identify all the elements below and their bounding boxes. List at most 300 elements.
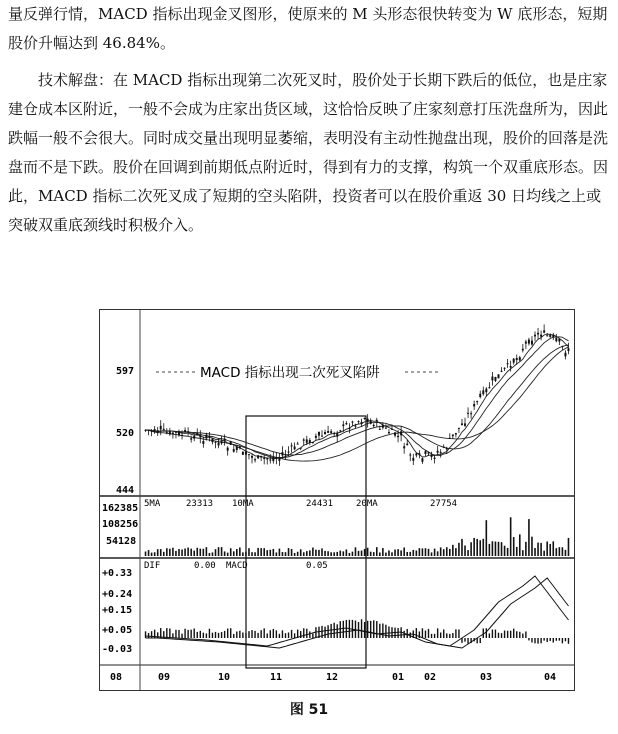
candle-body bbox=[312, 442, 314, 443]
volume-bar bbox=[458, 543, 460, 556]
candle-body bbox=[345, 423, 347, 424]
macd-histogram-bar bbox=[522, 633, 523, 638]
candle-body bbox=[552, 335, 554, 338]
volume-bar bbox=[510, 517, 512, 556]
candle-body bbox=[339, 430, 341, 431]
volume-bar bbox=[516, 547, 518, 556]
candle-body bbox=[449, 438, 451, 439]
volume-bar bbox=[181, 550, 183, 556]
volume-bar bbox=[251, 552, 253, 556]
volume-bar bbox=[215, 549, 217, 556]
candle-body bbox=[348, 428, 350, 429]
volume-bar bbox=[525, 542, 527, 556]
candle-body bbox=[227, 448, 229, 451]
candle-body bbox=[424, 451, 426, 454]
macd-histogram-bar bbox=[495, 630, 496, 638]
volume-bar bbox=[321, 548, 323, 556]
stock-chart-figure bbox=[99, 309, 575, 691]
candle-body bbox=[321, 436, 323, 437]
volume-bar bbox=[467, 550, 469, 556]
volume-bar bbox=[486, 520, 488, 556]
macd-histogram-bar bbox=[540, 638, 541, 643]
x-label-09: 09 bbox=[158, 672, 171, 683]
candle-body bbox=[455, 433, 457, 434]
volume-legend-20ma: 20MA bbox=[356, 499, 378, 509]
x-label-10: 10 bbox=[218, 672, 231, 683]
candle-body bbox=[522, 349, 524, 351]
volume-bar bbox=[169, 549, 171, 556]
price-tick-520: 520 bbox=[116, 428, 135, 439]
candle-body bbox=[494, 377, 496, 381]
candle-body bbox=[491, 377, 493, 381]
macd-histogram-bar bbox=[446, 633, 447, 638]
macd-histogram-bar bbox=[361, 619, 362, 638]
candle-body bbox=[376, 420, 378, 421]
candle-body bbox=[379, 429, 381, 430]
macd-histogram-bar bbox=[309, 631, 310, 638]
candle-body bbox=[567, 348, 569, 351]
candle-body bbox=[303, 439, 305, 440]
volume-bar bbox=[263, 548, 265, 556]
volume-bar bbox=[151, 553, 153, 556]
volume-bar bbox=[422, 548, 424, 556]
macd-histogram-bar bbox=[327, 625, 328, 638]
macd-histogram-bar bbox=[282, 630, 283, 638]
candle-body bbox=[467, 413, 469, 414]
macd-histogram-bar bbox=[303, 628, 304, 638]
candle-body bbox=[163, 429, 165, 430]
candle-body bbox=[327, 431, 329, 433]
volume-bar bbox=[531, 537, 533, 556]
volume-bar bbox=[218, 547, 220, 556]
candle-body bbox=[336, 433, 338, 437]
candle-body bbox=[412, 458, 414, 461]
candle-body bbox=[531, 341, 533, 345]
paragraph-1: 量反弹行情，MACD 指标出现金叉图形，使原来的 M 头形态很快转变为 W 底形态，短期股价升幅达到 46.84%。 bbox=[8, 5, 608, 52]
candle-body bbox=[193, 436, 195, 439]
candle-body bbox=[202, 441, 204, 444]
volume-bar bbox=[269, 550, 271, 556]
candle-body bbox=[525, 342, 527, 344]
candle-body bbox=[513, 359, 515, 363]
volume-bar bbox=[440, 547, 442, 556]
candle-body bbox=[370, 421, 372, 424]
macd-legend-dif-value: 0.00 bbox=[194, 561, 216, 571]
paragraph-2: 技术解盘：在 MACD 指标出现第二次死叉时，股价处于长期下跌后的低位，也是庄家建仓成本区附近，一般不会成为庄家出货区域，这恰恰反映了庄家刻意打压洗盘所为，因此跌幅一般不会很大。同时成交量出现明显萎缩，表明没有主动性抛盘出现，股价的回落是洗盘而不是下跌。股价在回调到前期低点附近时，得到有力的支撑，构筑一个双重底形态。因此，MACD 指标二次死叉成了短期的空头陷阱，投资者可以在股价重返 30 日均线之上或突破双重底颈线时积极介入。 bbox=[8, 71, 609, 234]
macd-histogram-bar bbox=[373, 620, 374, 638]
volume-bar bbox=[376, 547, 378, 556]
candle-body bbox=[306, 439, 308, 442]
candle-body bbox=[309, 440, 311, 443]
macd-histogram-bar bbox=[486, 628, 487, 638]
macd-histogram-bar bbox=[200, 631, 201, 638]
candle-body bbox=[543, 330, 545, 332]
macd-legend-macd: MACD bbox=[226, 561, 248, 571]
macd-histogram-bar bbox=[248, 631, 249, 638]
moving-average-line-20 bbox=[146, 345, 569, 455]
volume-bar bbox=[248, 548, 250, 556]
volume-bar bbox=[154, 552, 156, 556]
candle-body bbox=[549, 335, 551, 337]
macd-histogram-bar bbox=[519, 632, 520, 638]
macd-histogram-bar bbox=[480, 638, 481, 643]
candle-body bbox=[428, 452, 430, 453]
macd-histogram-bar bbox=[449, 634, 450, 638]
macd-histogram-bar bbox=[324, 627, 325, 638]
candle-body bbox=[461, 423, 463, 425]
volume-bar bbox=[455, 548, 457, 556]
macd-histogram-bar bbox=[443, 629, 444, 638]
macd-histogram-bar bbox=[562, 638, 563, 643]
volume-bar bbox=[419, 548, 421, 556]
macd-histogram-bar bbox=[197, 632, 198, 638]
macd-histogram-bar bbox=[288, 632, 289, 638]
candle-body bbox=[388, 432, 390, 433]
candle-body bbox=[367, 419, 369, 422]
macd-histogram-bar bbox=[148, 633, 149, 638]
candle-body bbox=[294, 447, 296, 450]
candle-body bbox=[431, 454, 433, 457]
candle-body bbox=[248, 454, 250, 455]
candle-body bbox=[373, 425, 375, 426]
candle-body bbox=[519, 357, 521, 360]
volume-bar bbox=[461, 539, 463, 556]
volume-bar bbox=[303, 552, 305, 556]
volume-bar bbox=[434, 549, 436, 556]
volume-bar bbox=[312, 548, 314, 556]
macd-histogram-bar bbox=[513, 629, 514, 638]
x-label-11: 11 bbox=[270, 672, 283, 683]
price-tick-444: 444 bbox=[116, 485, 135, 496]
candle-body bbox=[564, 353, 566, 357]
candle-body bbox=[351, 422, 353, 423]
volume-bar bbox=[431, 552, 433, 556]
candle-body bbox=[540, 335, 542, 337]
volume-bar bbox=[242, 552, 244, 556]
candle-body bbox=[230, 441, 232, 445]
volume-bar bbox=[492, 541, 494, 556]
macd-histogram-bar bbox=[531, 638, 532, 642]
volume-bar bbox=[206, 547, 208, 556]
candle-body bbox=[470, 413, 472, 414]
candle-body bbox=[154, 429, 156, 432]
volume-bar bbox=[425, 548, 427, 556]
macd-histogram-bar bbox=[215, 632, 216, 638]
volume-bar bbox=[285, 552, 287, 556]
x-label-08: 08 bbox=[110, 672, 123, 683]
candle-body bbox=[187, 431, 189, 432]
macd-histogram-bar bbox=[187, 630, 188, 638]
macd-histogram-bar bbox=[455, 629, 456, 638]
volume-bar bbox=[382, 548, 384, 556]
volume-bar bbox=[175, 551, 177, 556]
macd-histogram-bar bbox=[565, 638, 566, 641]
volume-bar bbox=[522, 550, 524, 556]
candle-body bbox=[260, 456, 262, 458]
volume-bar bbox=[562, 547, 564, 556]
candle-body bbox=[218, 442, 220, 445]
volume-bar bbox=[519, 534, 521, 556]
x-label-02: 02 bbox=[424, 672, 437, 683]
volume-bar bbox=[464, 545, 466, 556]
candle-body bbox=[534, 335, 536, 337]
candle-body bbox=[558, 339, 560, 342]
volume-legend-10ma-value: 24431 bbox=[306, 499, 334, 509]
macd-histogram-bar bbox=[343, 621, 344, 638]
candle-body bbox=[169, 431, 171, 435]
macd-histogram-bar bbox=[230, 628, 231, 638]
macd-histogram-bar bbox=[498, 633, 499, 638]
candle-body bbox=[458, 428, 460, 429]
macd-legend-dif: DIF bbox=[144, 561, 161, 571]
x-label-03: 03 bbox=[480, 672, 493, 683]
candle-body bbox=[205, 435, 207, 439]
candle-body bbox=[221, 441, 223, 443]
macd-histogram-bar bbox=[239, 631, 240, 638]
volume-bar bbox=[355, 547, 357, 556]
volume-bar bbox=[257, 548, 259, 556]
macd-histogram-bar bbox=[267, 633, 268, 638]
volume-bar bbox=[452, 545, 454, 556]
volume-bar bbox=[346, 549, 348, 556]
volume-bar bbox=[416, 551, 418, 556]
volume-bar bbox=[196, 548, 198, 556]
macd-histogram-bar bbox=[178, 630, 179, 638]
volume-tick-54128: 54128 bbox=[106, 536, 137, 547]
candle-body bbox=[318, 432, 320, 436]
volume-bar bbox=[546, 541, 548, 556]
candle-body bbox=[507, 363, 509, 364]
volume-bar bbox=[282, 552, 284, 556]
candle-body bbox=[555, 338, 557, 341]
candle-body bbox=[406, 444, 408, 446]
volume-bar bbox=[568, 538, 570, 556]
macd-histogram-bar bbox=[260, 630, 261, 638]
candle-body bbox=[409, 455, 411, 456]
volume-legend-10ma: 10MA bbox=[232, 499, 254, 509]
volume-bar bbox=[379, 553, 381, 556]
macd-legend-macd-value: 0.05 bbox=[306, 561, 328, 571]
macd-histogram-bar bbox=[242, 633, 243, 638]
volume-bar bbox=[172, 548, 174, 556]
volume-bar bbox=[236, 549, 238, 556]
volume-bar bbox=[157, 549, 159, 556]
candle-body bbox=[510, 366, 512, 368]
volume-bar bbox=[315, 550, 317, 556]
candle-body bbox=[284, 454, 286, 455]
candle-body bbox=[479, 394, 481, 397]
macd-histogram-bar bbox=[206, 633, 207, 638]
volume-bar bbox=[556, 548, 558, 556]
macd-histogram-bar bbox=[559, 638, 560, 641]
candle-body bbox=[157, 430, 159, 433]
macd-histogram-bar bbox=[382, 623, 383, 638]
volume-bar bbox=[352, 552, 354, 556]
volume-bar bbox=[294, 553, 296, 556]
volume-bar bbox=[224, 551, 226, 556]
volume-bar bbox=[394, 550, 396, 556]
volume-bar bbox=[391, 552, 393, 556]
volume-bar bbox=[187, 548, 189, 556]
candle-body bbox=[537, 333, 539, 335]
candle-body bbox=[297, 444, 299, 445]
volume-bar bbox=[373, 552, 375, 556]
candle-body bbox=[504, 368, 506, 369]
macd-histogram-bar bbox=[489, 633, 490, 638]
candle-body bbox=[546, 335, 548, 336]
macd-histogram-bar bbox=[367, 621, 368, 638]
macd-histogram-bar bbox=[504, 631, 505, 638]
candle-body bbox=[391, 429, 393, 430]
annotation-text: MACD 指标出现二次死叉陷阱 bbox=[200, 365, 380, 381]
candle-body bbox=[488, 387, 490, 388]
macd-histogram-bar bbox=[440, 633, 441, 638]
macd-histogram-bar bbox=[434, 634, 435, 638]
candle-body bbox=[239, 447, 241, 448]
x-label-04: 04 bbox=[544, 672, 557, 683]
candle-body bbox=[385, 428, 387, 429]
candle-body bbox=[245, 451, 247, 454]
macd-histogram-bar bbox=[507, 631, 508, 638]
candle-body bbox=[236, 446, 238, 450]
macd-histogram-bar bbox=[510, 631, 511, 638]
candle-body bbox=[251, 456, 253, 458]
price-moving-average-lines bbox=[146, 334, 569, 461]
macd-histogram-bar bbox=[364, 622, 365, 638]
x-label-12: 12 bbox=[326, 672, 339, 683]
volume-bar bbox=[498, 542, 500, 556]
macd-histogram-bar bbox=[534, 638, 535, 643]
candle-body bbox=[148, 430, 150, 431]
macd-tick-024: +0.24 bbox=[102, 589, 133, 600]
volume-bar bbox=[528, 519, 530, 556]
macd-histogram-bar bbox=[556, 638, 557, 641]
macd-histogram-bar bbox=[306, 629, 307, 638]
volume-bar bbox=[358, 551, 360, 556]
volume-bar bbox=[190, 549, 192, 556]
candle-body bbox=[291, 445, 293, 446]
macd-histogram-bar bbox=[285, 633, 286, 638]
macd-histogram-bar bbox=[537, 638, 538, 644]
macd-histogram-bar bbox=[425, 631, 426, 638]
volume-bar bbox=[437, 551, 439, 556]
macd-histogram-bar bbox=[145, 631, 146, 638]
macd-tick-015: +0.15 bbox=[102, 605, 133, 616]
macd-histogram-bar bbox=[194, 629, 195, 638]
candle-body bbox=[418, 453, 420, 455]
macd-histogram-bar bbox=[333, 623, 334, 638]
macd-histogram-bar bbox=[270, 630, 271, 638]
volume-bar bbox=[479, 540, 481, 556]
volume-bar bbox=[559, 547, 561, 556]
volume-bar bbox=[254, 552, 256, 556]
moving-average-line-10 bbox=[146, 337, 569, 458]
macd-tick-005: +0.05 bbox=[102, 625, 133, 636]
price-candlesticks bbox=[145, 324, 570, 465]
candle-body bbox=[211, 439, 213, 443]
macd-histogram-bar bbox=[546, 638, 547, 642]
candle-body bbox=[440, 452, 442, 453]
volume-bar bbox=[507, 548, 509, 556]
candle-body bbox=[181, 435, 183, 436]
candle-body bbox=[160, 426, 162, 430]
candle-body bbox=[400, 431, 402, 435]
volume-bar bbox=[446, 547, 448, 556]
volume-bar bbox=[163, 552, 165, 556]
volume-bar bbox=[309, 550, 311, 556]
volume-bar bbox=[227, 553, 229, 556]
macd-histogram-bar bbox=[279, 634, 280, 638]
macd-histogram-bar bbox=[175, 630, 176, 638]
volume-bar bbox=[266, 550, 268, 556]
volume-bar bbox=[339, 551, 341, 556]
candle-body bbox=[446, 448, 448, 450]
candle-body bbox=[421, 458, 423, 462]
volume-bar bbox=[361, 551, 363, 556]
macd-histogram-bar bbox=[437, 628, 438, 638]
macd-histogram-bar bbox=[294, 633, 295, 638]
macd-tick-033: +0.33 bbox=[102, 568, 133, 579]
macd-histogram-bar bbox=[416, 628, 417, 638]
candle-body bbox=[208, 436, 210, 437]
candle-body bbox=[257, 455, 259, 458]
macd-histogram-bar bbox=[553, 638, 554, 643]
volume-bar bbox=[476, 539, 478, 556]
macd-histogram-bar bbox=[346, 620, 347, 638]
macd-histogram-bar bbox=[340, 621, 341, 638]
candle-body bbox=[278, 457, 280, 461]
macd-histogram-bar bbox=[370, 621, 371, 638]
candle-body bbox=[354, 426, 356, 427]
candle-body bbox=[437, 451, 439, 453]
volume-bar bbox=[300, 549, 302, 556]
candle-body bbox=[263, 458, 265, 459]
volume-legend-20ma-value: 27754 bbox=[430, 499, 458, 509]
volume-bar bbox=[199, 549, 201, 556]
macd-histogram-bar bbox=[376, 621, 377, 638]
volume-bar bbox=[349, 553, 351, 556]
candle-body bbox=[224, 439, 226, 442]
volume-bar bbox=[276, 552, 278, 556]
macd-histogram-bar bbox=[492, 630, 493, 638]
volume-bar bbox=[145, 552, 147, 556]
candle-body bbox=[281, 452, 283, 455]
candle-body bbox=[342, 424, 344, 426]
volume-bar bbox=[367, 548, 369, 556]
candle-body bbox=[175, 432, 177, 433]
volume-bar bbox=[428, 549, 430, 556]
macd-histogram-bar bbox=[550, 638, 551, 641]
candle-body bbox=[501, 371, 503, 372]
volume-bar bbox=[148, 550, 150, 556]
volume-bar bbox=[184, 548, 186, 556]
candle-body bbox=[324, 432, 326, 434]
macd-histogram-bar bbox=[218, 633, 219, 638]
candle-body bbox=[403, 446, 405, 448]
volume-bar bbox=[473, 538, 475, 556]
macd-histogram-bar bbox=[245, 633, 246, 638]
macd-histogram-bar bbox=[407, 629, 408, 638]
volume-bar bbox=[470, 542, 472, 556]
volume-bar bbox=[297, 552, 299, 556]
macd-histogram-bar bbox=[151, 631, 152, 638]
volume-bar bbox=[409, 552, 411, 556]
macd-histogram-bar bbox=[224, 631, 225, 638]
macd-histogram-bar bbox=[169, 629, 170, 638]
candle-body bbox=[330, 431, 332, 433]
volume-bar bbox=[406, 552, 408, 556]
macd-histogram-bar bbox=[276, 630, 277, 638]
